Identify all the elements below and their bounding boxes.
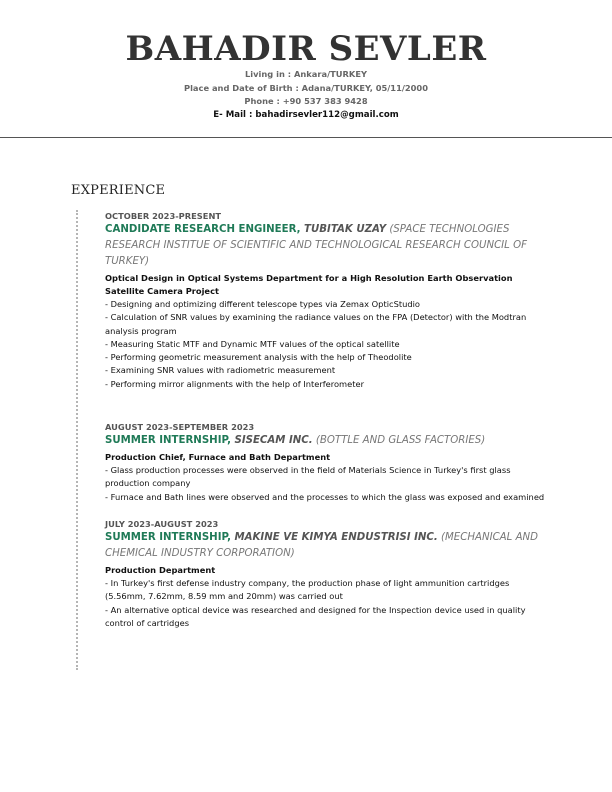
resume-header (0, 0, 612, 122)
experience-section-title: EXPERIENCE (71, 183, 166, 198)
entry-bullet: - Furnace and Bath lines were observed and the processes to which the glass was exposed and examined (105, 491, 545, 502)
entry-organization-description: (SPACE TECHNOLOGIES RESEARCH INSTITUE OF SCIENTIFIC AND TECHNOLOGICAL RESEARCH COUNCIL OF TURKEY) (105, 224, 527, 267)
candidate-name: BAHADIR SEVLER (125, 29, 487, 69)
header-divider (0, 137, 612, 138)
entry-bullet: - Designing and optimizing different telescope types via Zemax OpticStudio (105, 299, 420, 309)
entry-role: SUMMER INTERNSHIP, (105, 435, 231, 447)
entry-role: CANDIDATE RESEARCH ENGINEER, (105, 224, 301, 235)
entry-bullet: - Performing mirror alignments with the help of Interferometer (105, 378, 365, 389)
entry-organization: MAKINE VE KIMYA ENDUSTRISI INC. (230, 531, 438, 543)
entry-project: Production Department (105, 564, 216, 575)
email-address: E- Mail : bahadirsevler112@gmail.com (213, 109, 399, 120)
experience-entry (105, 518, 545, 630)
birth-place-date: Place and Date of Birth : Adana/TURKEY, 05/11/2000 (184, 82, 428, 93)
experience-list (105, 210, 545, 652)
entry-organization-description: (BOTTLE AND GLASS FACTORIES) (312, 435, 486, 447)
entry-bullet: - Measuring Static MTF and Dynamic MTF values of the optical satellite (105, 338, 400, 349)
timeline-dotted-line (76, 210, 78, 670)
entry-bullet: - An alternative optical device was researched and designed for the Inspection device used in quality control of cartridges (105, 604, 526, 628)
experience-entry (105, 210, 545, 391)
entry-project: Production Chief, Furnace and Bath Department (105, 452, 331, 463)
entry-role-line (105, 222, 545, 270)
entry-date: OCTOBER 2023-PRESENT (105, 211, 222, 221)
entry-organization-description: (MECHANICAL AND CHEMICAL INDUSTRY CORPORATION) (105, 531, 539, 559)
entry-organization: TUBITAK UZAY (300, 224, 387, 235)
entry-bullet: - Examining SNR values with radiometric measurement (105, 365, 336, 376)
entry-role: SUMMER INTERNSHIP, (105, 531, 231, 543)
entry-date: AUGUST 2023-SEPTEMBER 2023 (105, 422, 255, 433)
entry-bullet: - Glass production processes were observed in the field of Materials Science in Turkey's first glass production company (105, 465, 511, 489)
entry-project: Optical Design in Optical Systems Department for a High Resolution Earth Observation Satellite Camera Project (105, 273, 513, 296)
experience-entry (105, 421, 545, 504)
entry-date: JULY 2023-AUGUST 2023 (105, 518, 219, 529)
entry-role-line (105, 530, 545, 562)
entry-bullet: - Calculation of SNR values by examining the radiance values on the FPA (Detector) with the Modtran analysis program (105, 312, 527, 336)
phone-number: Phone : +90 537 383 9428 (244, 96, 368, 107)
entry-organization: SISECAM INC. (230, 435, 313, 447)
entry-bullet: - Performing geometric measurement analysis with the help of Theodolite (105, 352, 412, 363)
living-location: Living in : Ankara/TURKEY (244, 69, 368, 79)
entry-bullet: - In Turkey's first defense industry company, the production phase of light ammunition cartridges (5.56mm, 7.62mm, 8.59 mm and 20mm) was carried out (105, 577, 510, 602)
entry-role-line (105, 433, 545, 449)
